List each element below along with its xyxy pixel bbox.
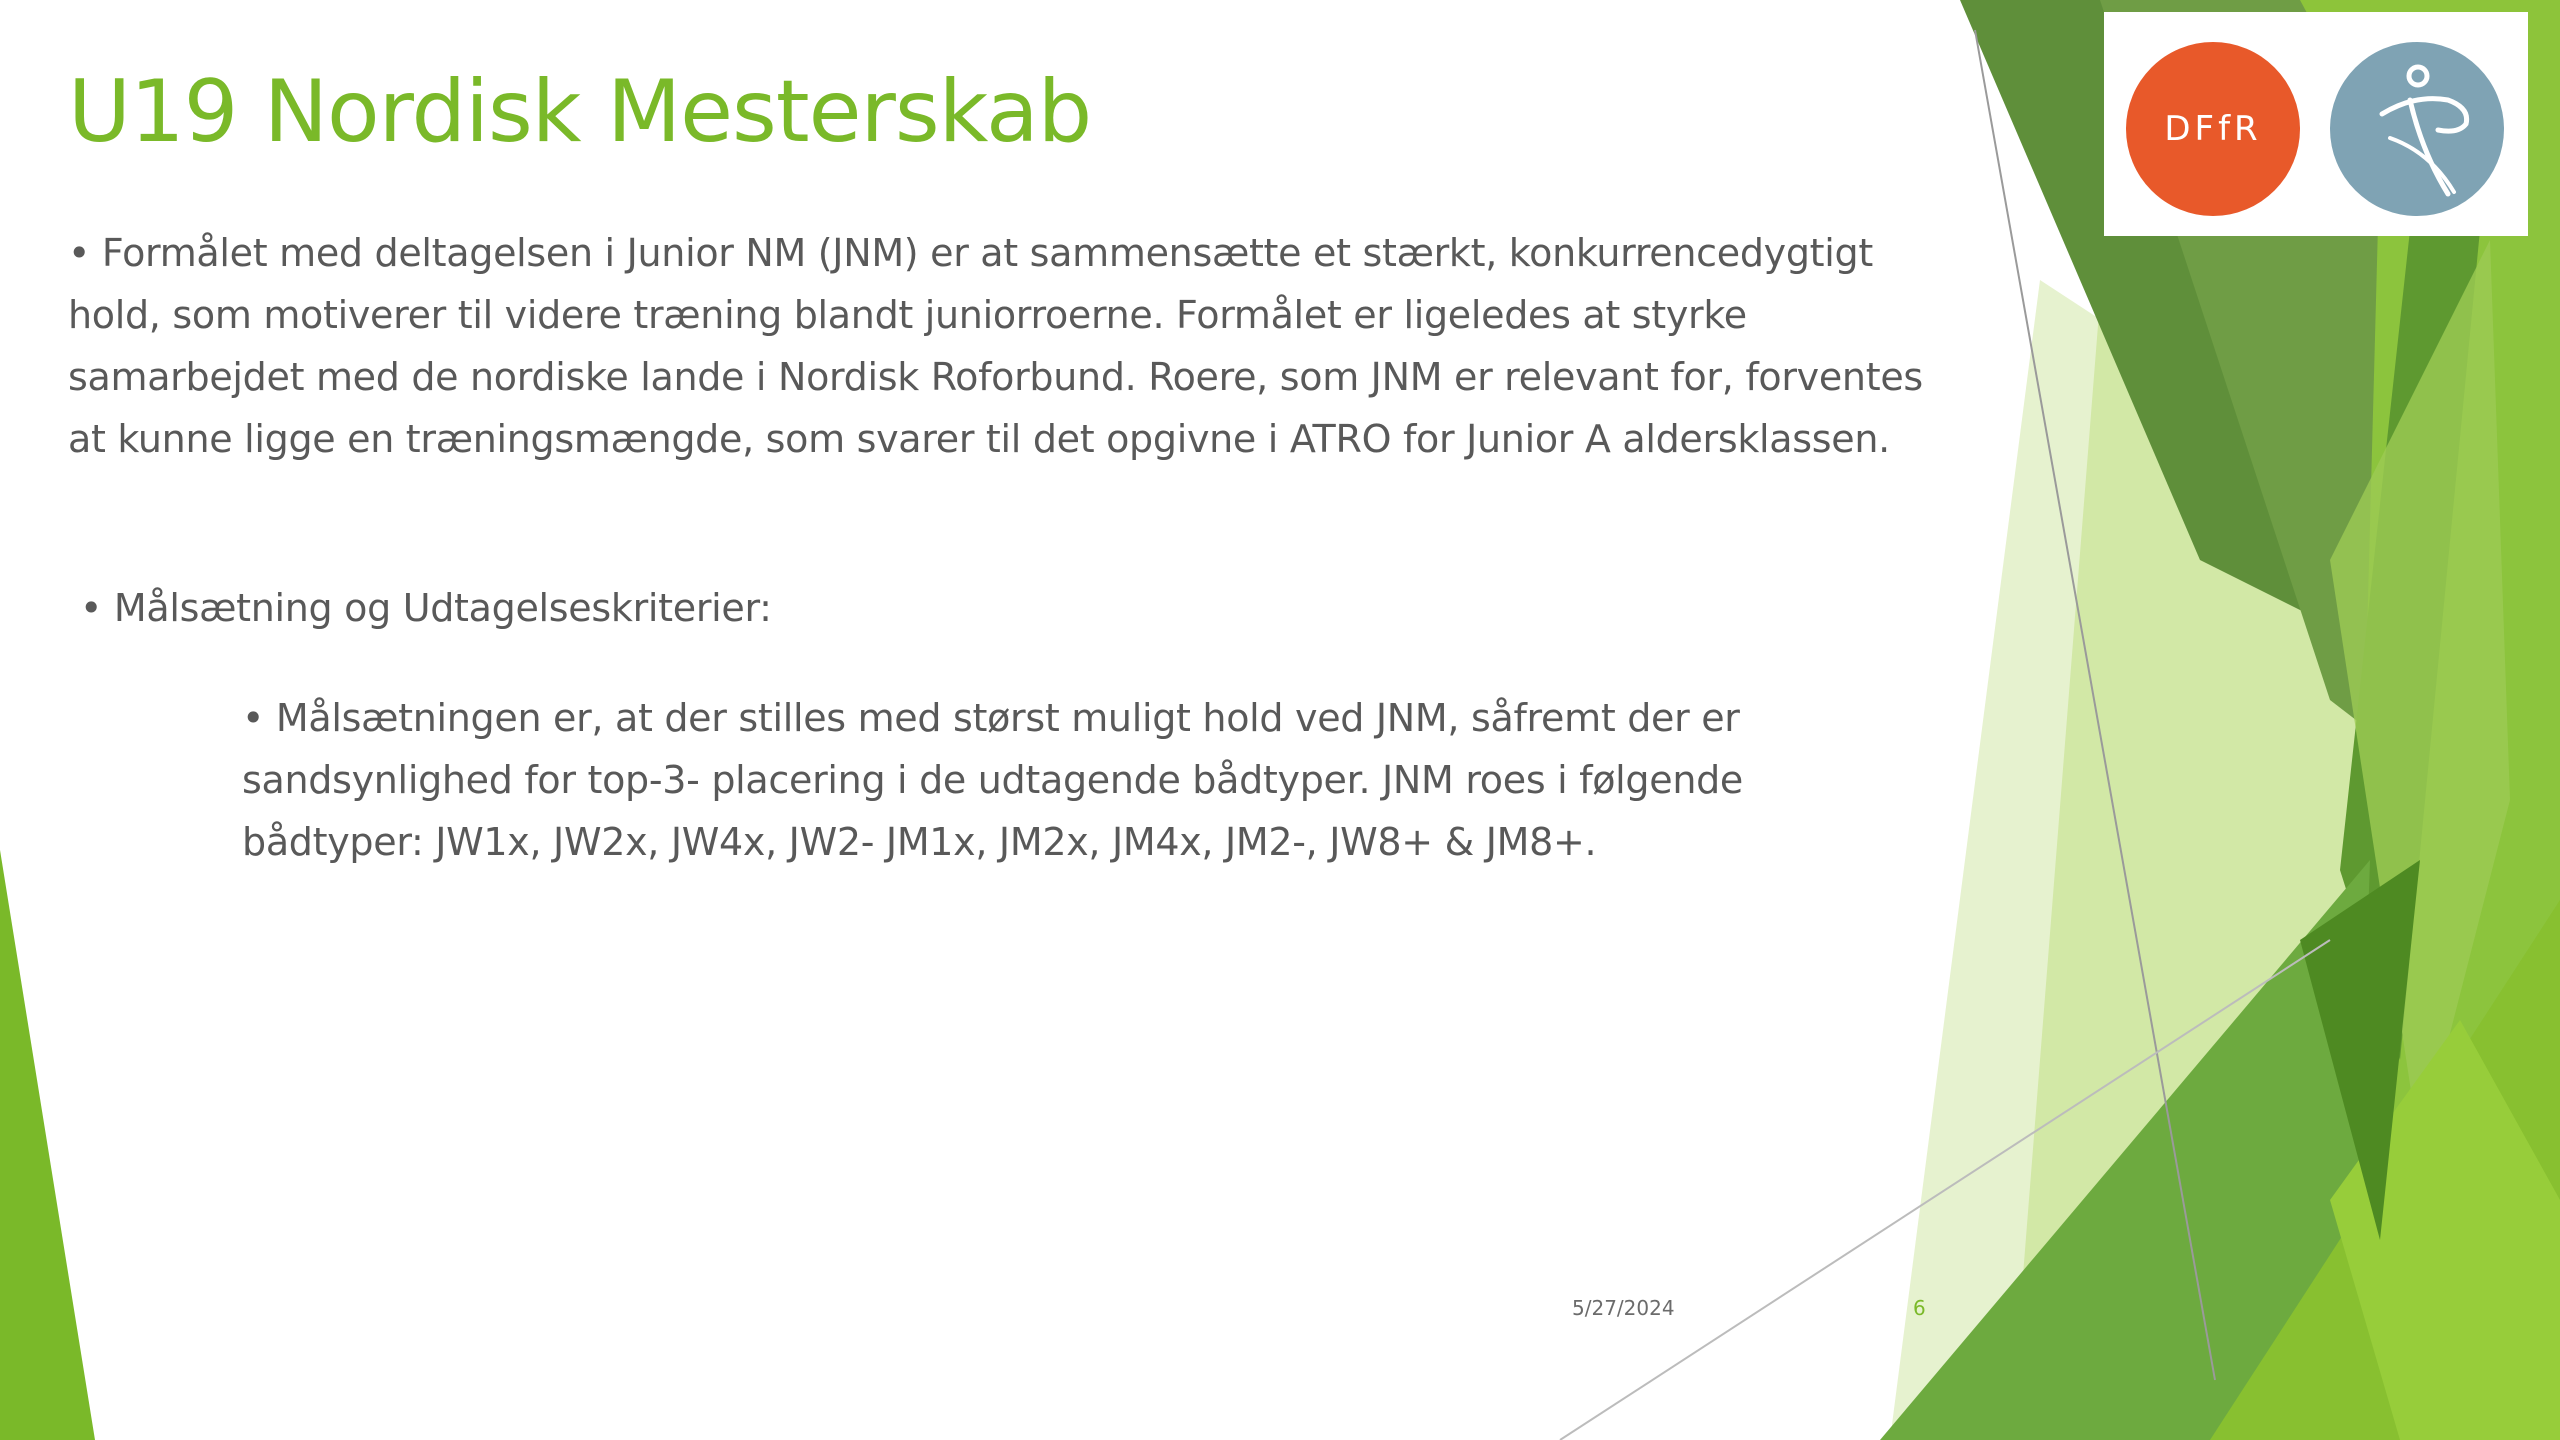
body-paragraph-purpose: • Formålet med deltagelsen i Junior NM (JNM) er at sammensætte et stærkt, konkurrencedygtigt hold, som motiverer til videre træning blandt juniorroerne. Formålet er ligeledes at styrke samarbejdet med de nordiske lande i Nordisk Roforbund. Roere, som JNM er relevant for, forventes at kunne ligge en træningsmængde, som svarer til det opgivne i ATRO for Junior A aldersklassen. [68, 231, 1923, 461]
logo-area [2104, 12, 2528, 236]
dffr-logo-text: DFfR [2164, 109, 2262, 149]
dffr-logo [2126, 42, 2300, 216]
footer-page-number: 6 [1913, 1296, 1926, 1320]
slide-title: U19 Nordisk Mesterskab [68, 62, 1092, 162]
body-subbullet-goals: • Målsætningen er, at der stilles med størst muligt hold ved JNM, såfremt der er sandsynlighed for top-3- placering i de udtagende bådtyper. JNM roes i følgende bådtyper: JW1x, JW2x, JW4x, JW2- JM1x, JM2x, JM4x, JM2-, JW8+ & JM8+. [242, 696, 1744, 864]
footer-date: 5/27/2024 [1572, 1296, 1675, 1320]
rower-figure-icon [2330, 42, 2504, 216]
body-bullet-goals-heading: • Målsætning og Udtagelseskriterier: [80, 586, 772, 630]
